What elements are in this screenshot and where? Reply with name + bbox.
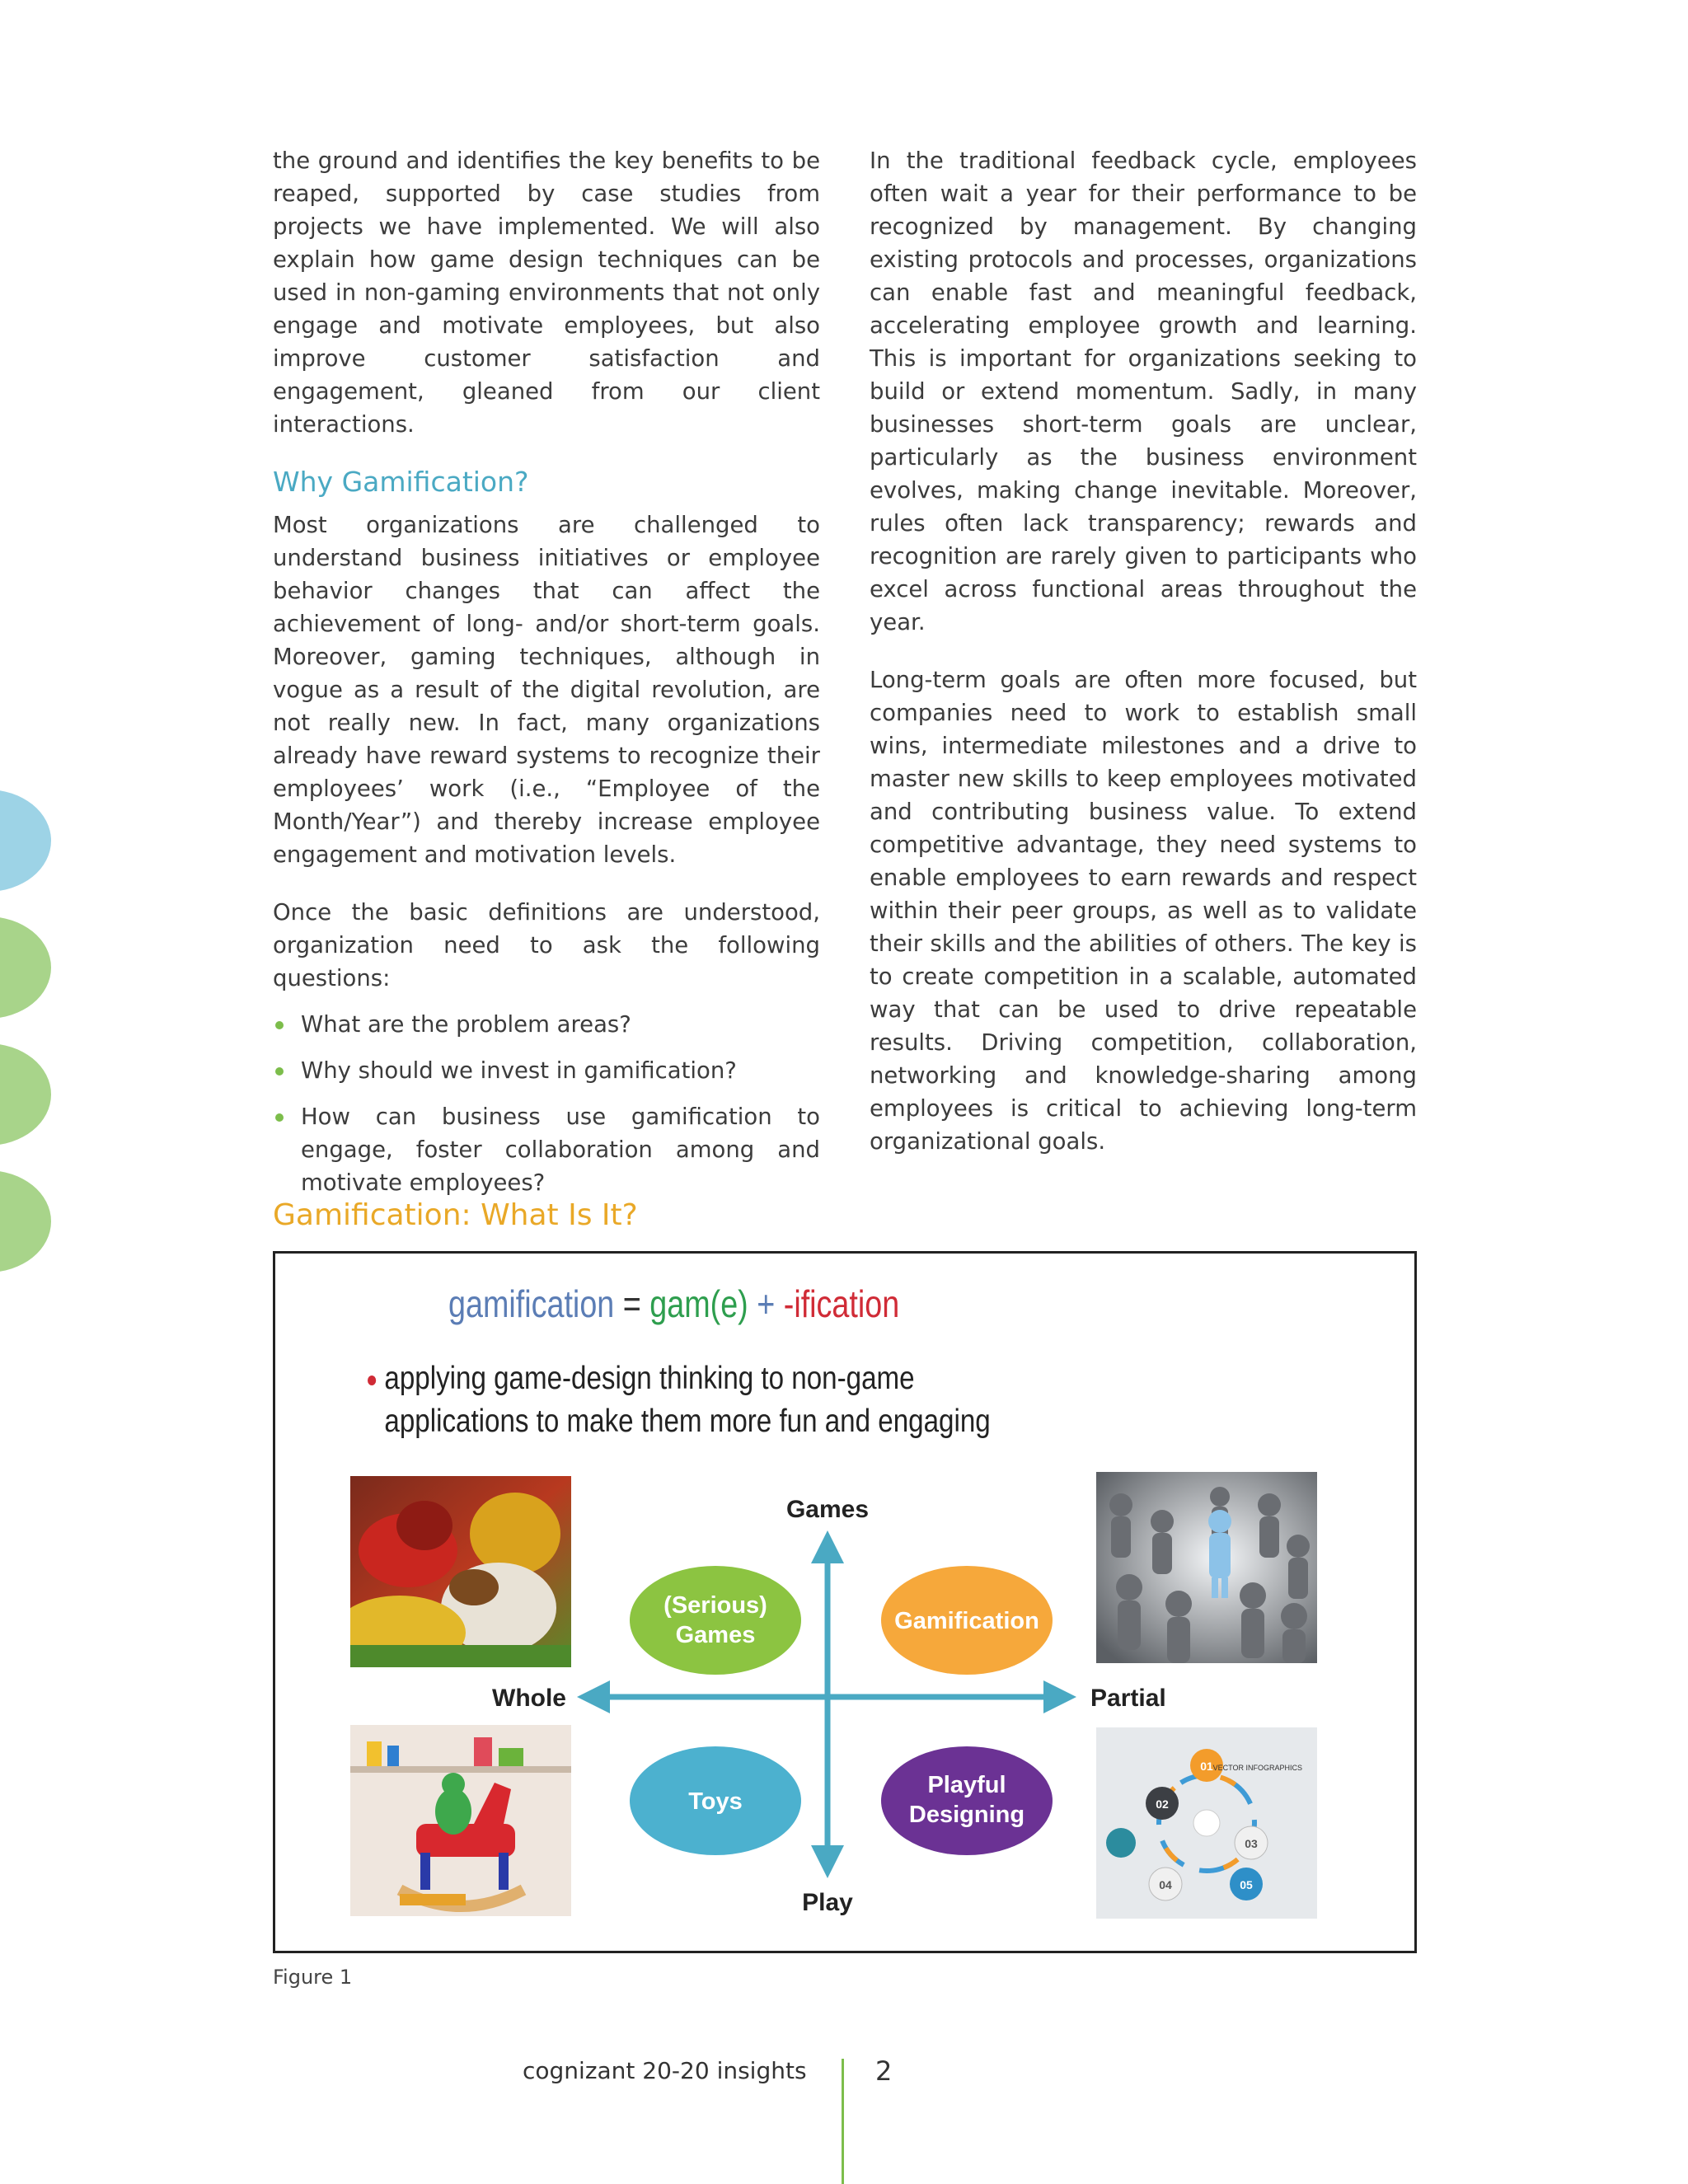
quadrant-playful-designing (881, 1746, 1053, 1855)
arrow-up-icon (811, 1530, 844, 1563)
paragraph: Most organizations are challenged to understand business initiatives or employee behavior changes that can affect the achievement of long- and/or short-term goals. Moreover, gaming techniques, although in vogue as a result of the digital revolution, are not really new. In fact, many organizations already have reward systems to recognize their employees’ work (i.e., “Employee of the Month/Year”) and thereby increase employee engagement and motivation levels. (273, 512, 820, 868)
questions-list (273, 1008, 820, 1199)
quadrant-diagram (275, 1254, 1414, 1951)
paragraph: Long-term goals are often more focused, but companies need to work to establish small wins, intermediate milestones and a drive to master new skills to keep employees motivated and contributing business value. To extend competitive advantage, they need systems to enable employees to earn rewards and respect within their peer groups, as well as to validate their skills and the abilities of others. The key is to create competition in a scalable, automated way that can be used to drive repeatable results. Driving competition, collaboration, networking and knowledge-sharing among employees is critical to achieving long-term organizational goals. (870, 667, 1417, 1155)
bullet-icon (275, 1113, 284, 1122)
quadrant-label: Games (675, 1622, 756, 1648)
list-item: What are the problem areas? (273, 1008, 820, 1041)
footer-divider (842, 2059, 844, 2184)
quadrant-label: Playful (927, 1772, 1006, 1798)
decorative-circle-blue (0, 790, 51, 892)
axis-label-play: Play (802, 1889, 853, 1916)
paragraph: In the traditional feedback cycle, employees often wait a year for their performance to be recognized by management. By changing existing protocols and processes, organizations can enable fast and meaningful feedback, accelerating employee growth and learning. This is important for organizations seeking to build or extend momentum. Sadly, in many businesses short-term goals are unclear, particularly as the business environment evolves, making change inevitable. Moreover, rules often lack transparency; rewards and recognition are rarely given to participants who excel across functional areas throughout the year. (870, 148, 1417, 635)
definition: applying game-design thinking to non-game applications to make them more fun and engaging (368, 1357, 1012, 1443)
axis-label-partial: Partial (1090, 1685, 1166, 1712)
decorative-circle-green-2 (0, 1043, 51, 1146)
left-column (273, 144, 820, 1212)
figure-heading: Gamification: What Is It? (273, 1198, 638, 1232)
list-item: Why should we invest in gamification? (273, 1054, 820, 1087)
quadrant-label: Designing (908, 1802, 1025, 1828)
section-heading: Why Gamification? (273, 466, 529, 498)
axis-label-games: Games (785, 1496, 870, 1523)
decorative-circle-green-1 (0, 916, 51, 1019)
quadrant-label: Gamification (894, 1608, 1039, 1634)
list-item: How can business use gamification to engage, foster collaboration among and motivate employees? (273, 1100, 820, 1199)
infographic-label: 02 (1156, 1797, 1169, 1811)
arrow-down-icon (811, 1845, 844, 1878)
intro-paragraph: the ground and identifies the key benefits to be reaped, supported by case studies from projects we have implemented. We will also explain how game design techniques can be used in non-gaming environments that not only engage and motivate employees, but also improve customer satisfaction and engagement, gleaned from our client interactions. (273, 148, 820, 438)
arrow-left-icon (577, 1680, 610, 1713)
bullet-icon (275, 1021, 284, 1029)
quadrant-serious-games (630, 1566, 801, 1675)
bullet-icon (275, 1067, 284, 1076)
infographic-label: 03 (1245, 1837, 1258, 1850)
infographic-label: 01 (1200, 1760, 1213, 1773)
figure-box (273, 1251, 1417, 1953)
infographic-label: 05 (1240, 1878, 1253, 1891)
axis-label-whole: Whole (492, 1685, 566, 1712)
right-column (870, 144, 1417, 1183)
quadrant-label: (Serious) (663, 1592, 767, 1619)
page-number: 2 (875, 2055, 893, 2087)
formula-title: gamification = gam(e) + -ification (448, 1282, 900, 1325)
footer-publication: cognizant 20-20 insights (523, 2057, 807, 2084)
arrow-right-icon (1043, 1680, 1076, 1713)
paragraph: Once the basic definitions are understood, organization need to ask the following questions: (273, 899, 820, 991)
quadrant-label: Toys (688, 1788, 743, 1815)
infographic-title: VECTOR INFOGRAPHICS (1212, 1764, 1302, 1772)
figure-caption: Figure 1 (273, 1966, 353, 1989)
infographic-label: 04 (1159, 1878, 1172, 1891)
decorative-circle-green-3 (0, 1170, 51, 1272)
